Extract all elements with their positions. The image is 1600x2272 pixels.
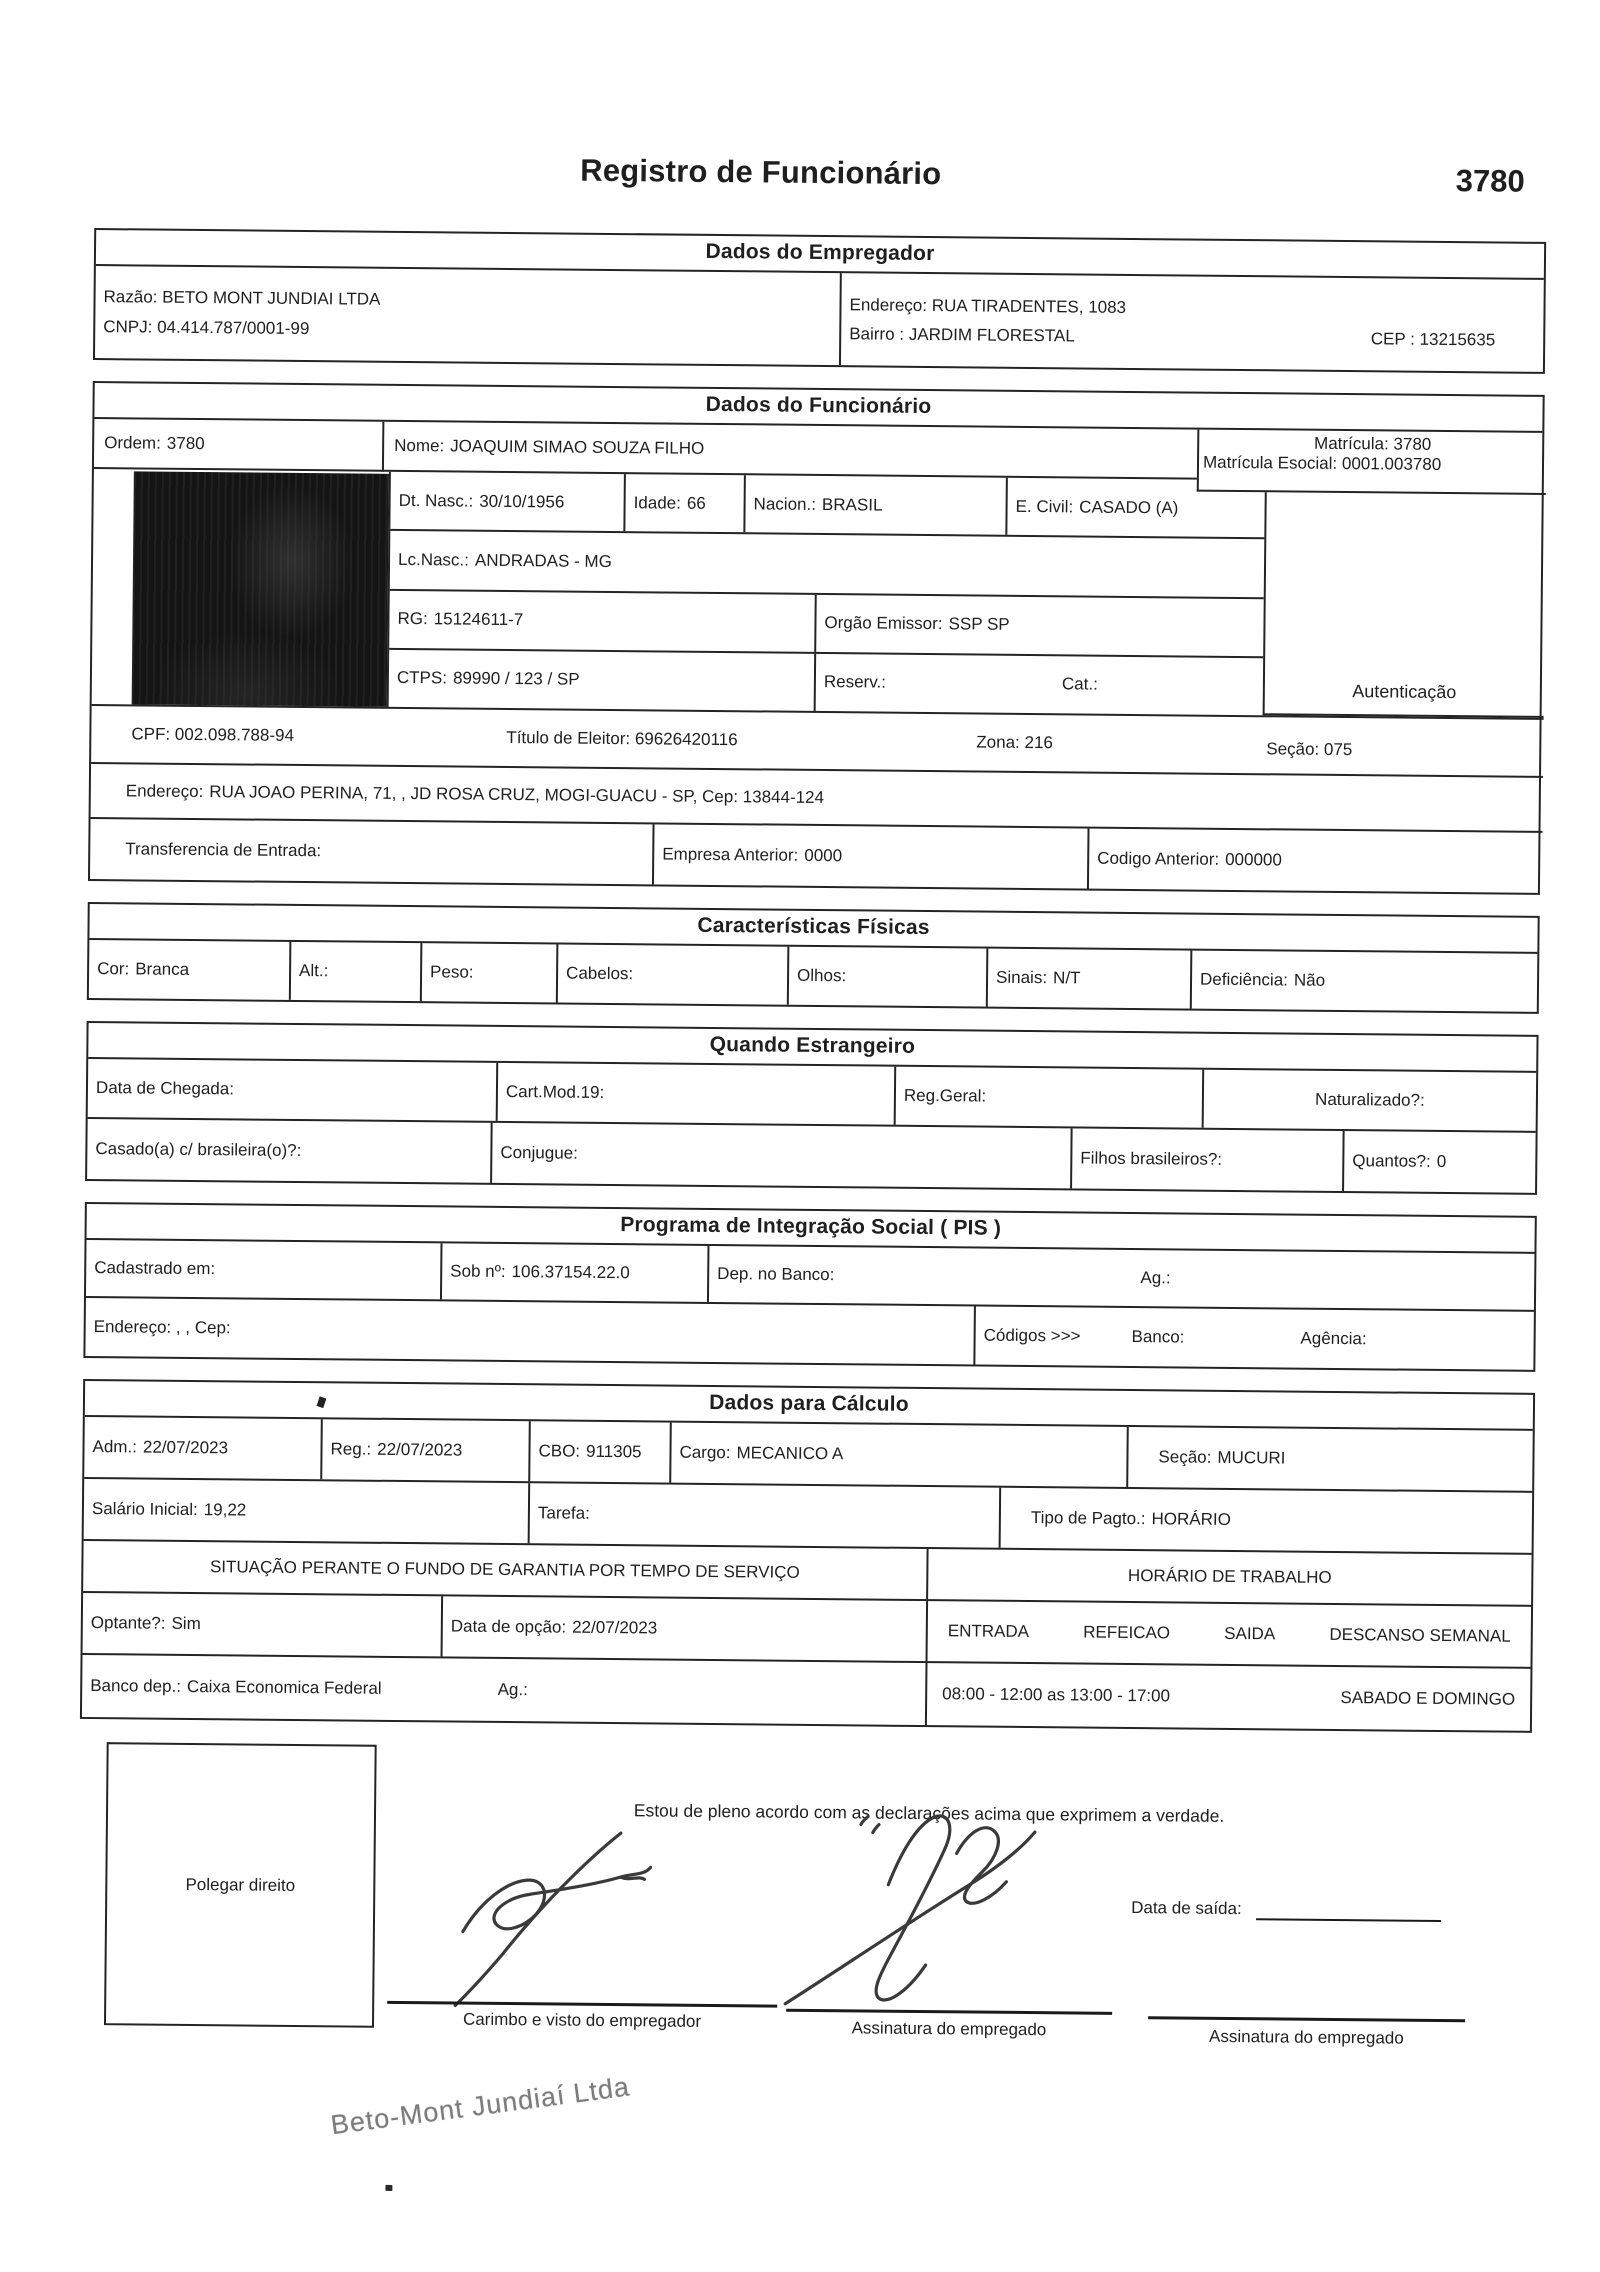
polegar-box bbox=[104, 1742, 377, 2028]
e-civil-label: E. Civil: bbox=[1015, 496, 1074, 517]
secao-eleitoral-value: 075 bbox=[1323, 739, 1353, 760]
reg-data-value: 22/07/2023 bbox=[377, 1439, 463, 1460]
data-opcao-value: 22/07/2023 bbox=[572, 1617, 658, 1638]
conjugue-label: Conjugue: bbox=[500, 1142, 578, 1163]
field-data-saida bbox=[1131, 1898, 1441, 1921]
field-dt-nasc bbox=[390, 472, 626, 532]
horario-col-refeicao: REFEICAO bbox=[1083, 1622, 1171, 1643]
stamp-dot bbox=[385, 2185, 392, 2191]
zona-label: Zona: bbox=[976, 732, 1020, 752]
field-data-chegada bbox=[88, 1059, 499, 1121]
assinatura-line-2 bbox=[1148, 2016, 1465, 2022]
peso-label: Peso: bbox=[430, 962, 474, 982]
field-reg-geral bbox=[896, 1067, 1205, 1128]
field-optante bbox=[83, 1593, 444, 1656]
field-rg bbox=[389, 590, 817, 651]
polegar-label: Polegar direito bbox=[185, 1874, 296, 1895]
row-nascimento bbox=[390, 472, 1265, 540]
olhos-label: Olhos: bbox=[797, 965, 847, 986]
declaracao-text: Estou de pleno acordo com as declarações acima que exprimem a verdade. bbox=[633, 1800, 1225, 1826]
deficiencia-label: Deficiência: bbox=[1199, 969, 1289, 990]
data-chegada-label: Data de Chegada: bbox=[95, 1078, 235, 1099]
quantos-label: Quantos?: bbox=[1352, 1151, 1431, 1171]
section-estrangeiro-title: Quando Estrangeiro bbox=[88, 1023, 1536, 1073]
cnpj-label: CNPJ: bbox=[103, 317, 153, 337]
endereco-empregador-value: RUA TIRADENTES, 1083 bbox=[931, 295, 1127, 317]
bairro-value: JARDIM FLORESTAL bbox=[908, 324, 1075, 345]
orgao-emissor-label: Orgão Emissor: bbox=[824, 613, 943, 634]
section-caracteristicas-title: Características Físicas bbox=[89, 904, 1537, 954]
razao-label: Razão: bbox=[103, 287, 158, 307]
rg-value: 15124611-7 bbox=[433, 609, 524, 630]
nome-value: JOAQUIM SIMAO SOUZA FILHO bbox=[450, 436, 705, 458]
fgts-header bbox=[83, 1541, 928, 1599]
e-civil-value: CASADO (A) bbox=[1079, 497, 1179, 518]
cep-value: 13215635 bbox=[1419, 329, 1496, 349]
reserv-label: Reserv.: bbox=[823, 672, 887, 692]
row-local-nascimento bbox=[390, 531, 1265, 599]
naturalizado-label: Naturalizado?: bbox=[1315, 1089, 1425, 1110]
secao-trabalho-value: MUCURI bbox=[1217, 1447, 1286, 1468]
cabelos-label: Cabelos: bbox=[566, 963, 634, 984]
field-quantos bbox=[1344, 1131, 1536, 1193]
field-tipo-pagto bbox=[1001, 1488, 1533, 1553]
estrangeiro-row-2 bbox=[87, 1119, 1536, 1193]
ordem-label: Ordem: bbox=[104, 433, 161, 453]
cbo-label: CBO: bbox=[538, 1441, 581, 1461]
lc-nasc-value: ANDRADAS - MG bbox=[474, 550, 612, 571]
field-endereco-bairro bbox=[841, 273, 1544, 372]
field-endereco-empregador bbox=[849, 295, 1126, 318]
matricula-value: 3780 bbox=[1393, 434, 1432, 454]
cargo-label: Cargo: bbox=[679, 1442, 731, 1463]
field-deficiencia bbox=[1192, 951, 1538, 1012]
horario-columns bbox=[928, 1601, 1532, 1667]
transferencia-label: Transferencia de Entrada: bbox=[125, 839, 322, 861]
field-casado-brasileira bbox=[87, 1119, 493, 1183]
calculo-title-text: Dados para Cálculo bbox=[709, 1390, 909, 1416]
field-cadastrado-em bbox=[86, 1240, 443, 1299]
field-data-opcao bbox=[443, 1596, 929, 1661]
sob-no-label: Sob nº: bbox=[450, 1261, 506, 1281]
ctps-value: 89990 / 123 / SP bbox=[452, 668, 580, 690]
cpf-value: 002.098.788-94 bbox=[174, 724, 295, 745]
section-funcionario bbox=[88, 381, 1545, 895]
horario-header-text: HORÁRIO DE TRABALHO bbox=[1127, 1565, 1332, 1587]
carimbo-label: Carimbo e visto do empregador bbox=[462, 2009, 702, 2031]
descanso-value: SABADO E DOMINGO bbox=[1340, 1688, 1516, 1709]
cart-mod-label: Cart.Mod.19: bbox=[505, 1081, 605, 1102]
field-cnpj bbox=[103, 317, 309, 339]
field-empresa-anterior bbox=[654, 824, 1090, 888]
page-title: Registro de Funcionário bbox=[580, 152, 942, 192]
scan-speck bbox=[317, 1396, 327, 1408]
field-altura bbox=[291, 942, 423, 1001]
section-empregador-title: Dados do Empregador bbox=[96, 230, 1544, 280]
data-saida-label: Data de saída: bbox=[1131, 1898, 1242, 1919]
field-cargo bbox=[671, 1423, 1129, 1487]
bairro-label: Bairro : bbox=[849, 323, 905, 344]
registro-funcionario-document bbox=[75, 148, 1547, 2224]
employer-signature bbox=[407, 1813, 659, 2015]
field-secao-trabalho bbox=[1128, 1427, 1533, 1491]
sinais-value: N/T bbox=[1053, 968, 1081, 988]
cargo-value: MECANICO A bbox=[736, 1443, 844, 1464]
field-cpf bbox=[131, 724, 294, 746]
field-reserv-cat bbox=[816, 654, 1264, 716]
razao-value: BETO MONT JUNDIAI LTDA bbox=[162, 287, 381, 309]
field-lc-nasc bbox=[390, 531, 1265, 597]
cnpj-value: 04.414.787/0001-99 bbox=[157, 317, 310, 339]
assinatura-label-1: Assinatura do empregado bbox=[851, 2018, 1047, 2040]
nacion-label: Nacion.: bbox=[753, 493, 817, 514]
reg-data-label: Reg.: bbox=[330, 1439, 372, 1459]
matricula-esocial-line bbox=[1203, 453, 1542, 476]
field-dep-banco bbox=[709, 1246, 1534, 1310]
document-number: 3780 bbox=[1455, 163, 1525, 199]
tipo-pagto-label: Tipo de Pagto.: bbox=[1030, 1508, 1146, 1529]
horario-header bbox=[928, 1549, 1531, 1605]
field-sinais bbox=[988, 949, 1193, 1009]
tipo-pagto-value: HORÁRIO bbox=[1151, 1509, 1231, 1529]
fgts-header-text: SITUAÇÃO PERANTE O FUNDO DE GARANTIA POR TEMPO DE SERVIÇO bbox=[209, 1557, 800, 1582]
nome-label: Nome: bbox=[394, 435, 445, 456]
company-stamp-text: Beto-Mont Jundiaí Ltda bbox=[329, 2071, 632, 2141]
field-naturalizado bbox=[1204, 1070, 1537, 1131]
cor-label: Cor: bbox=[97, 959, 130, 979]
ordem-value: 3780 bbox=[166, 433, 205, 454]
optante-value: Sim bbox=[171, 1613, 201, 1634]
funcionario-rows bbox=[387, 472, 1265, 715]
endereco-funcionario-value: RUA JOAO PERINA, 71, , JD ROSA CRUZ, MOGI-GUACU - SP, Cep: 13844-124 bbox=[209, 781, 825, 807]
empresa-anterior-value: 0000 bbox=[804, 845, 843, 866]
field-transferencia bbox=[90, 819, 655, 884]
adm-value: 22/07/2023 bbox=[142, 1437, 229, 1458]
altura-label: Alt.: bbox=[299, 960, 329, 981]
section-pis-title: Programa de Integração Social ( PIS ) bbox=[87, 1204, 1535, 1254]
footer-area bbox=[75, 1740, 1531, 2224]
rg-label: RG: bbox=[397, 609, 428, 629]
matricula-esocial-label: Matrícula Esocial: bbox=[1202, 452, 1338, 473]
reg-geral-label: Reg.Geral: bbox=[903, 1085, 987, 1106]
sob-no-value: 106.37154.22.0 bbox=[511, 1262, 630, 1283]
quantos-value: 0 bbox=[1436, 1151, 1447, 1172]
banco-dep-ag-label: Ag.: bbox=[497, 1679, 528, 1700]
adm-label: Adm.: bbox=[92, 1437, 138, 1457]
field-olhos bbox=[789, 947, 989, 1007]
endereco-empregador-label: Endereço: bbox=[849, 294, 928, 315]
field-ordem bbox=[94, 419, 384, 472]
row-ctps bbox=[389, 650, 1264, 716]
salario-inicial-value: 19,22 bbox=[203, 1500, 247, 1520]
codigo-anterior-label: Codigo Anterior: bbox=[1097, 848, 1220, 869]
codigos-label: Códigos >>> bbox=[983, 1325, 1081, 1346]
employee-signature bbox=[767, 1792, 1049, 2025]
salario-inicial-label: Salário Inicial: bbox=[91, 1499, 198, 1520]
field-secao-eleitoral bbox=[1266, 739, 1352, 760]
data-opcao-label: Data de opção: bbox=[450, 1616, 567, 1637]
pis-endereco-label: Endereço: , , Cep: bbox=[93, 1317, 231, 1338]
nacion-value: BRASIL bbox=[821, 494, 883, 515]
cat-label: Cat.: bbox=[1061, 674, 1098, 695]
field-reg-data bbox=[322, 1419, 531, 1481]
field-zona bbox=[976, 732, 1053, 753]
agencia-label: Agência: bbox=[1300, 1328, 1367, 1349]
field-cor bbox=[89, 940, 292, 1000]
assinatura-label-2: Assinatura do empregado bbox=[1208, 2026, 1404, 2048]
sinais-label: Sinais: bbox=[995, 967, 1048, 988]
row-rg bbox=[389, 590, 1264, 658]
field-cep bbox=[1371, 329, 1536, 351]
section-caracteristicas bbox=[87, 902, 1540, 1014]
autenticacao-label: Autenticação bbox=[1352, 681, 1457, 703]
cor-value: Branca bbox=[135, 959, 190, 979]
field-razao bbox=[103, 287, 380, 310]
field-ctps bbox=[389, 650, 817, 711]
section-estrangeiro bbox=[85, 1021, 1538, 1195]
idade-label: Idade: bbox=[633, 492, 681, 513]
section-calculo bbox=[80, 1379, 1535, 1733]
zona-value: 216 bbox=[1024, 732, 1054, 753]
field-sob-no bbox=[442, 1243, 710, 1302]
pis-ag-label: Ag.: bbox=[1140, 1268, 1171, 1288]
field-cabelos bbox=[558, 944, 790, 1004]
funcionario-grid bbox=[90, 419, 1542, 893]
dt-nasc-label: Dt. Nasc.: bbox=[398, 490, 474, 511]
section-empregador bbox=[93, 228, 1546, 374]
field-titulo-eleitor bbox=[506, 728, 737, 750]
data-saida-line bbox=[1256, 1918, 1441, 1922]
horario-turno-value: 08:00 - 12:00 as 13:00 - 17:00 bbox=[942, 1684, 1171, 1706]
matricula-esocial-value: 0001.003780 bbox=[1341, 453, 1442, 474]
section-funcionario-title: Dados do Funcionário bbox=[94, 383, 1542, 433]
field-salario-inicial bbox=[84, 1479, 531, 1543]
filhos-brasileiros-label: Filhos brasileiros?: bbox=[1080, 1148, 1223, 1169]
autenticacao-box bbox=[1263, 492, 1546, 718]
horario-col-descanso: DESCANSO SEMANAL bbox=[1329, 1624, 1511, 1646]
cep-label: CEP : bbox=[1370, 328, 1415, 349]
field-filhos-brasileiros bbox=[1072, 1128, 1345, 1191]
field-peso bbox=[422, 943, 559, 1002]
field-banco-dep bbox=[82, 1655, 928, 1725]
horario-col-saida: SAIDA bbox=[1224, 1623, 1276, 1644]
field-adm bbox=[84, 1417, 323, 1479]
field-idade bbox=[625, 474, 746, 532]
field-razao-cnpj bbox=[95, 266, 842, 365]
field-orgao-emissor bbox=[816, 594, 1264, 656]
empresa-anterior-label: Empresa Anterior: bbox=[662, 844, 799, 865]
field-nacionalidade bbox=[745, 475, 1008, 535]
field-cbo bbox=[530, 1421, 672, 1482]
calculo-row-5 bbox=[82, 1655, 1531, 1731]
secao-eleitoral-label: Seção: bbox=[1266, 739, 1320, 759]
field-codigos-banco-agencia bbox=[975, 1307, 1534, 1370]
horario-col-entrada: ENTRADA bbox=[947, 1621, 1030, 1642]
banco-dep-label: Banco dep.: bbox=[90, 1676, 182, 1696]
titulo-eleitor-label: Título de Eleitor: bbox=[506, 727, 631, 749]
matricula-label: Matrícula: bbox=[1314, 433, 1389, 454]
codigo-anterior-value: 000000 bbox=[1225, 849, 1282, 870]
field-tarefa bbox=[530, 1483, 1002, 1548]
lc-nasc-label: Lc.Nasc.: bbox=[397, 549, 470, 570]
idade-value: 66 bbox=[686, 493, 706, 513]
casado-brasileira-label: Casado(a) c/ brasileira(o)?: bbox=[95, 1139, 302, 1161]
banco-label: Banco: bbox=[1131, 1327, 1185, 1347]
row-transferencia bbox=[90, 819, 1543, 893]
ctps-label: CTPS: bbox=[396, 668, 448, 688]
field-bairro-cep bbox=[849, 324, 1535, 351]
empregador-row bbox=[95, 266, 1544, 372]
titulo-eleitor-value: 69626420116 bbox=[634, 729, 738, 750]
field-cart-mod bbox=[498, 1063, 897, 1125]
dt-nasc-value: 30/10/1956 bbox=[479, 491, 565, 512]
employee-photo bbox=[132, 471, 389, 706]
field-conjugue bbox=[492, 1123, 1073, 1189]
section-pis bbox=[83, 1202, 1536, 1372]
banco-dep-value: Caixa Economica Federal bbox=[186, 1676, 382, 1698]
cpf-label: CPF: bbox=[131, 724, 171, 744]
field-codigo-anterior bbox=[1089, 829, 1543, 893]
horario-valores bbox=[927, 1663, 1531, 1731]
title-bar bbox=[94, 148, 1547, 242]
deficiencia-value: Não bbox=[1293, 970, 1326, 990]
field-pis-endereco bbox=[85, 1298, 976, 1365]
optante-label: Optante?: bbox=[90, 1613, 166, 1633]
endereco-funcionario-label: Endereço: bbox=[125, 780, 204, 801]
dep-banco-label: Dep. no Banco: bbox=[717, 1264, 835, 1285]
secao-trabalho-label: Seção: bbox=[1158, 1447, 1212, 1467]
field-nome bbox=[384, 422, 1197, 480]
field-estado-civil bbox=[1007, 478, 1265, 538]
orgao-emissor-value: SSP SP bbox=[948, 614, 1010, 634]
cadastrado-em-label: Cadastrado em: bbox=[94, 1258, 216, 1279]
cbo-value: 911305 bbox=[585, 1441, 642, 1462]
tarefa-label: Tarefa: bbox=[537, 1503, 590, 1523]
